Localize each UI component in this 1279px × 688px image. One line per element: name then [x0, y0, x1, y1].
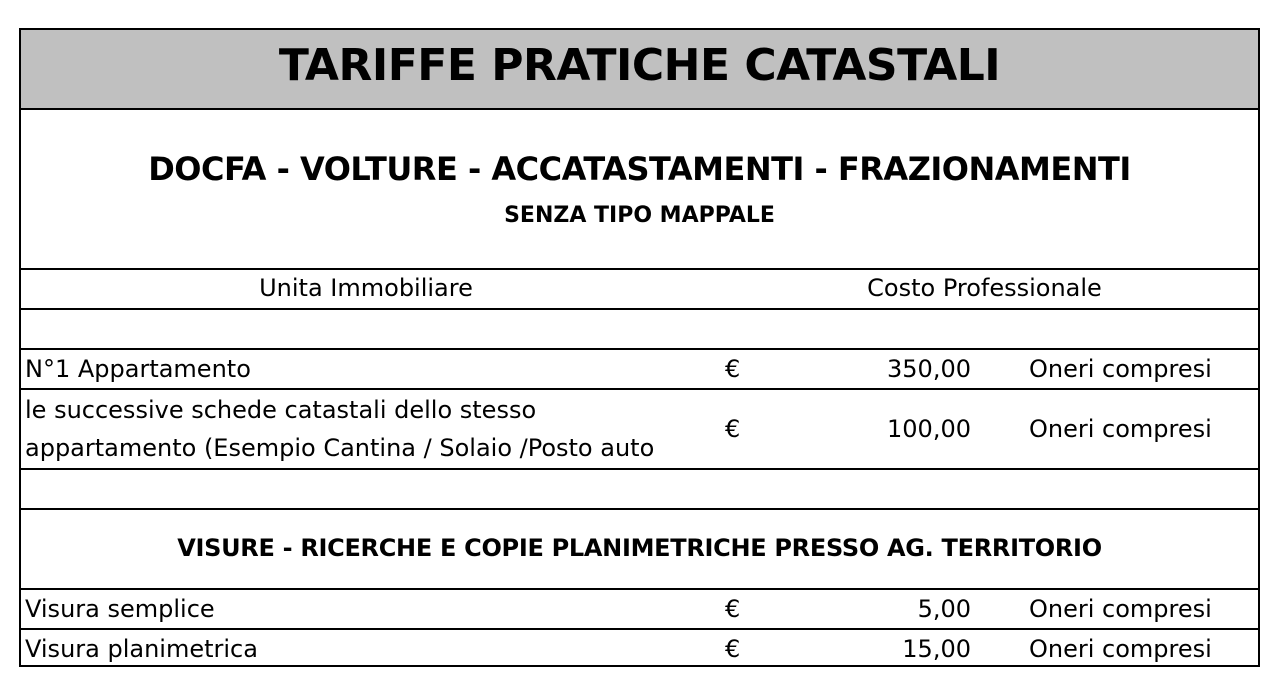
row-note: Oneri compresi [1029, 415, 1212, 443]
table-row [21, 350, 1258, 390]
section-docfa-heading: DOCFA - VOLTURE - ACCATASTAMENTI - FRAZIONAMENTI [148, 150, 1131, 188]
column-header-row [21, 270, 1258, 310]
column-header-cost: Costo Professionale [867, 274, 1102, 302]
row-amount: 100,00 [887, 415, 971, 443]
row-note: Oneri compresi [1029, 355, 1212, 383]
currency-symbol: € [725, 355, 741, 383]
page-title: TARIFFE PRATICHE CATASTALI [278, 40, 1001, 91]
row-label: Visura semplice [25, 595, 215, 623]
row-label: Visura planimetrica [25, 635, 258, 663]
title-row [21, 30, 1258, 110]
row-label-line2: appartamento (Esempio Cantina / Solaio /Posto auto [25, 434, 655, 462]
row-label-line1: le successive schede catastali dello stesso [25, 396, 537, 424]
currency-symbol: € [725, 415, 741, 443]
table-row [21, 390, 1258, 470]
row-note: Oneri compresi [1029, 595, 1212, 623]
blank-row [21, 470, 1258, 510]
row-label [25, 391, 654, 467]
row-amount: 5,00 [917, 595, 971, 623]
blank-row [21, 310, 1258, 350]
table-row [21, 630, 1258, 667]
row-amount: 350,00 [887, 355, 971, 383]
section-docfa-subheading: SENZA TIPO MAPPALE [504, 203, 775, 228]
column-header-unit: Unita Immobiliare [259, 274, 473, 302]
row-note: Oneri compresi [1029, 635, 1212, 663]
currency-symbol: € [725, 635, 741, 663]
section-docfa [21, 110, 1258, 270]
row-label: N°1 Appartamento [25, 355, 251, 383]
section-visure-heading: VISURE - RICERCHE E COPIE PLANIMETRICHE PRESSO AG. TERRITORIO [177, 534, 1102, 562]
row-amount: 15,00 [902, 635, 971, 663]
price-table [19, 28, 1260, 667]
section-visure [21, 510, 1258, 590]
currency-symbol: € [725, 595, 741, 623]
table-row [21, 590, 1258, 630]
